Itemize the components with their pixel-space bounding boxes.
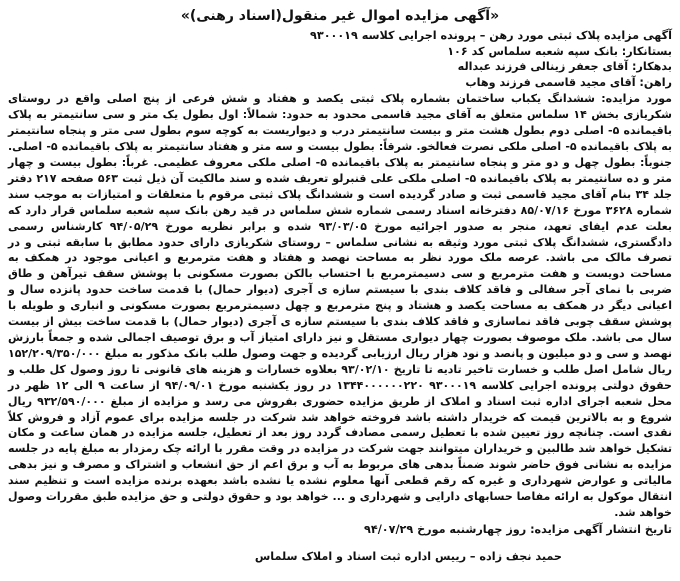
- creditor-line: بستانکار: بانک سپه شعبه سلماس کد ۱۰۶: [447, 44, 672, 58]
- case-line: آگهی مزایده پلاک ثبتی مورد رهن – پرونده اجرایی کلاسه ۹۳۰۰۰۱۹: [310, 29, 672, 42]
- signature: حمید نجف زاده – رییس اداره ثبت اسناد و املاک سلماس: [254, 550, 562, 563]
- auction-notice: [8, 6, 672, 567]
- notice-body: مورد مزایده: ششدانگ یکباب ساختمان بشماره پلاک ثبتی یکصد و هفتاد و شش فرعی از پنج اصلی واقع در روستای شکریازی بخش ۱۴ سلماس متعلق به آقای مجید قاسمی محدود به حدود: شمالاً: اول بطول یک متر و سی سانتیمتر به پلاک باقیمانده ۵- اصلی دوم بطول هشت متر و بیست سانتیمتر درب و دیواریست به کوچه سوم بطول سی متر و پنجاه سانتیمتر به پلاک باقیمانده ۵- اصلی ملکی نصرت فعالخو. شرقاً: بطول بیست و سه متر و هفتاد سانتیمتر به پلاک باقیمانده ۵- اصلی. جنوباً: بطول چهل و دو متر و پنجاه سانتیمتر به پلاک باقیمانده ۵- اصلی ملکی معروف عظیمی. غرباً: بطول بیست و چهار متر و ده سانتیمتر به پلاک باقیمانده ۵- اصلی ملکی علی قنبرلو تعریف شده و سند مالکیت آن ذیل ثبت ۵۶۳ صفحه ۲۱۷ دفتر جلد ۳۴ بنام آقای مجید قاسمی ثبت و صادر گردیده است و ششدانگ پلاک ثبتی مرقوم با متعلقات و امتیازات به موجب سند شماره ۳۶۲۸ مورخ ۸۵/۰۷/۱۶ دفترخانه اسناد رسمی شماره شش سلماس در قید رهن بانک سپه شعبه سلماس قرار دارد که بعلت عدم ایفای تعهد، منجر به صدور اجرائیه مورخ ۹۳/۰۳/۰۵ شده و برابر نظریه مورخ ۹۴/۰۵/۲۹ کارشناس رسمی دادگستری، ششدانگ پلاک ثبتی مورد وثیقه به نشانی سلماس – روستای شکریازی دارای حدود مطابق با سابقه ثبتی و در تصرف مالک می باشد. عرصه ملک مورد نظر به مساحت نهصد و هفتاد و هفت مترمربع و اعیانی موجود در همکف به مساحت دویست و هفت مترمربع و سی دسیمترمربع با احتساب بالکن بصورت مسکونی با پوشش سقف تیرآهن و طاق ضربی با نمای آجر سفالی و فاقد کلاف بندی با سیستم سازه ی آجری (دیوار حمال) با قدمت ساخت حدود پانزده سال و اعیانی دیگر در همکف به مساحت یکصد و هشتاد و پنج مترمربع و چهل دسیمترمربع بصورت مسکونی و انباری و طویله با پوشش سقف چوبی فاقد نماسازی و فاقد کلاف بندی با سیستم سازه ی آجری (دیوار حمال) با قدمت ساخت بیش از بیست سال می باشد. ملک موصوف بصورت چهار دیواری مستقل و نیز دارای امتیاز آب و برق توصیف اجمالی شده و جمعاً بارزش نهصد و سی و دو میلیون و پانصد و نود هزار ریال ارزیابی گردیده و جهت وصول طلب بانک مذکور به مبلغ ۱۵۲/۲۰۹/۳۵۰/۰۰۰ ریال شامل اصل طلب و خسارت تاخیر تادیه تا تاریخ ۹۳/۰۲/۱۰ بعلاوه خسارات و هزینه های قانونی تا روز وصول کل طلب و حقوق دولتی پرونده اجرایی کلاسه ۹۳۰۰۰۱۹ ۱۳۴۴۰۰۰۰۰۰۲۲۰ در روز یکشنبه مورخ ۹۴/۰۹/۰۱ از ساعت ۹ الی ۱۲ ظهر در محل شعبه اجرای اداره ثبت اسناد و املاک از طریق مزایده حضوری بفروش می رسد و مزایده از مبلغ ۹۳۲/۵۹۰/۰۰۰ ریال شروع و به بالاترین قیمت که خریدار داشته باشد فروخته خواهد شد شرکت در جلسه مزایده برای عموم آزاد و فروش کلاً نقدی است. چنانچه روز تعیین شده با تعطیل رسمی مصادف گردد روز بعد از تعطیل، جلسه مزایده در همان ساعت و مکان تشکیل خواهد شد طالبین و خریداران میتوانند جهت شرکت در مزایده در وقت مقرر با ارائه چک رمزدار به مبلغ پایه در جلسه مزایده به نشانی فوق حاضر شوند ضمناً بدهی های مربوط به آب و برق اعم از حق انشعاب و اشتراک و مصرف و نیز بدهی مالیاتی و عوارض شهرداری و غیره که رقم قطعی آنها معلوم نشده یا نشده باشد بعهده برنده مزایده است و تنظیم سند انتقال موکول به ارائه مفاصا حسابهای دارایی و شهرداری و ... خواهد بود و حقوق دولتی و حق مزایده طبق مقررات وصول خواهد شد.: [8, 92, 672, 519]
- mortgagor-line: راهن: آقای مجید قاسمی فرزند وهاب: [465, 75, 672, 89]
- publish-date: تاریخ انتشار آگهی مزایده: روز چهارشنبه مورخ ۹۴/۰۷/۲۹: [364, 522, 672, 536]
- debtor-line: بدهکار: آقای جعفر زینالی فرزند عبداله: [457, 60, 672, 74]
- notice-title: «آگهی مزایده اموال غیر منقول(اسناد رهنی)»: [180, 8, 500, 24]
